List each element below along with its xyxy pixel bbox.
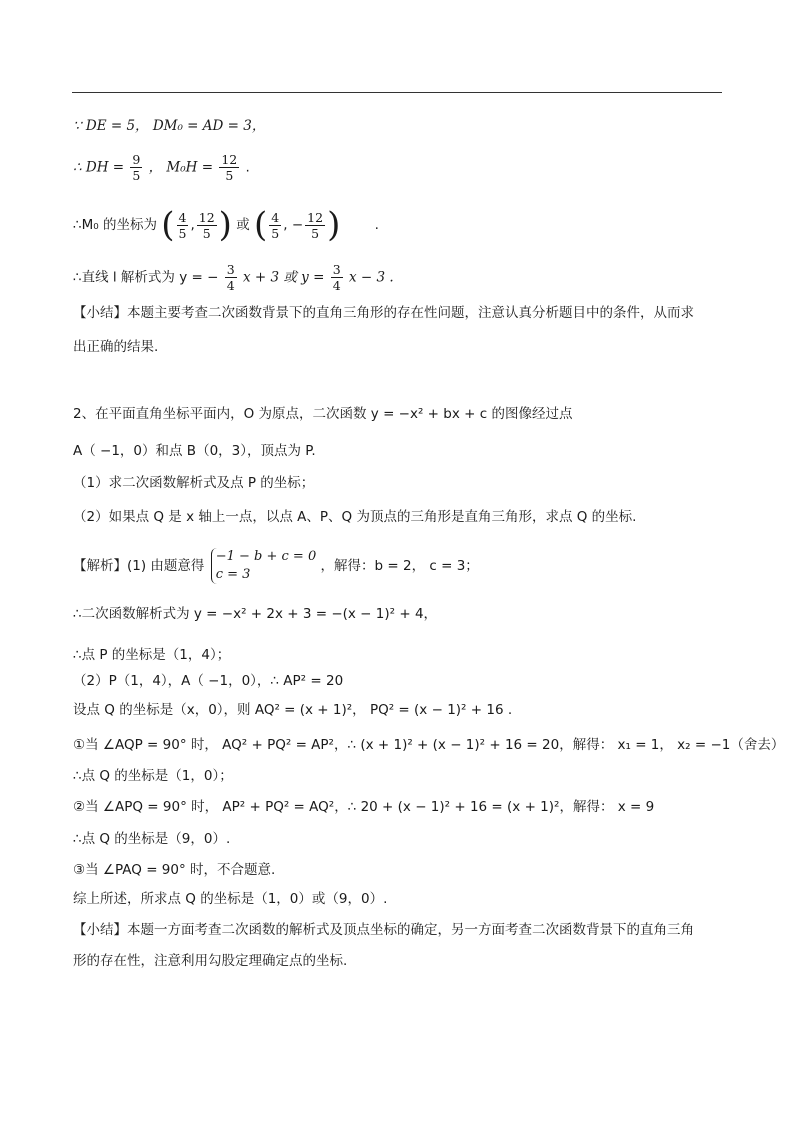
solution-s5: ①当 ∠AQP = 90° 时， AQ² + PQ² = AP²，∴ (x + 1)² + (x − 1)² + 16 = 20，解得： x₁ = 1， x₂ = −1（舍去） [73,737,785,753]
question2-part1: （1）求二次函数解析式及点 P 的坐标； [73,475,315,491]
summary1-line1: 【小结】本题主要考查二次函数背景下的直角三角形的存在性问题，注意认真分析题目中的条件，从而求 [73,305,694,321]
header-rule [72,92,722,93]
solution-s1: ∴二次函数解析式为 y = −x² + 2x + 3 = −(x − 1)² + 4， [73,606,438,622]
solution-s2: ∴点 P 的坐标是（1，4）； [73,647,231,663]
solution-s3: （2）P（1，4），A（ −1，0），∴ AP² = 20 [73,673,344,689]
solution-s8: ∴点 Q 的坐标是（9，0）. [73,831,231,847]
question2-part2: （2）如果点 Q 是 x 轴上一点，以点 A、P、Q 为顶点的三角形是直角三角形，求点 Q 的坐标. [73,509,637,525]
question2-line1: 2、在平面直角坐标平面内，O 为原点，二次函数 y = −x² + bx + c 的图像经过点 [73,406,573,422]
solution-s9: ③当 ∠PAQ = 90° 时，不合题意. [73,862,276,878]
solution-s10: 综上所述，所求点 Q 的坐标是（1，0）或（9，0）. [73,891,388,907]
solution-system-line: 【解析】(1) 由题意得 −1 − b + c = 0 c = 3 ，解得：b = 2， c = 3； [73,549,479,582]
fraction-9-5: $\frac{9}{5}$ [132,152,141,183]
solution-s7: ②当 ∠APQ = 90° 时， AP² + PQ² = AQ²，∴ 20 + (x − 1)² + 16 = (x + 1)²，解得： x = 9 [73,799,655,815]
solution-s6: ∴点 Q 的坐标是（1，0）； [73,768,233,784]
summary1-line2: 出正确的结果. [73,339,159,355]
equation-system: −1 − b + c = 0 c = 3 [211,548,317,584]
m0h-text: ， M₀H = [148,159,214,176]
solution-s4: 设点 Q 的坐标是（x，0），则 AQ² = (x + 1)²， PQ² = (x − 1)² + 16 . [73,702,513,718]
line-given: ∵ DE = 5， DM₀ = AD = 3， [73,118,266,134]
line-dh: ∴ DH = $\frac{9}{5}$ ， M₀H = $\frac{12}{5}$ . [73,152,250,183]
dh-text: ∴ DH = [73,159,125,176]
fraction-12-5: $\frac{12}{5}$ [221,152,238,183]
line-l-equation: ∴直线 l 解析式为 y = − $\frac{3}{4}$ x + 3 或 y = $\frac{3}{4}$ x − 3 . [73,262,394,293]
question2-line2: A（ −1，0）和点 B（0，3），顶点为 P. [73,443,316,459]
summary2-line1: 【小结】本题一方面考查二次函数的解析式及顶点坐标的确定，另一方面考查二次函数背景下的直角三角 [73,922,694,938]
line-m0-coordinates: ∴M₀ 的坐标为 ( $\frac{4}{5}$ , $\frac{12}{5}$ ) 或 ( $\frac{4}{5}$ , − $\frac{12}{5}$ ) . [73,205,379,245]
summary2-line2: 形的存在性，注意利用勾股定理确定点的坐标. [73,953,348,969]
